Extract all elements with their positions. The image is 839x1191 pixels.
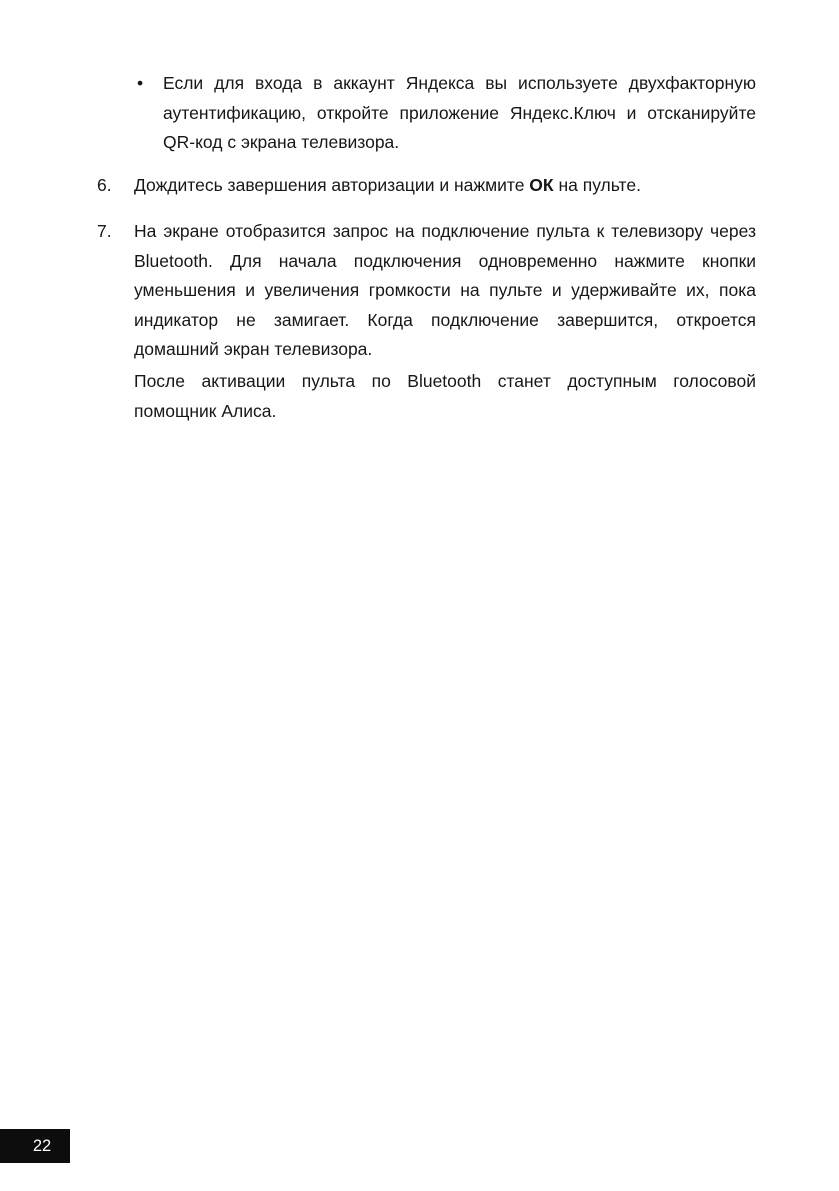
page-number: 22	[32, 1136, 52, 1155]
page-content	[97, 69, 756, 443]
item-7-paragraph-2: После активации пульта по Bluetooth станет доступным голосовой помощник Алиса.	[134, 371, 756, 421]
page-number-badge	[0, 1129, 70, 1163]
item-7-body	[134, 217, 756, 426]
bullet-item	[137, 69, 756, 158]
item-6-text-after: на пульте.	[553, 174, 641, 195]
item-6-bold-ok: ОК	[529, 174, 554, 195]
item-6-text-before: Дождитесь завершения авторизации и нажмите	[134, 174, 530, 195]
bullet-text: Если для входа в аккаунт Яндекса вы используете двухфакторную аутентификацию, откройте приложение Яндекс.Ключ и отсканируйте QR-код с экрана телевизора.	[163, 73, 756, 152]
list-item-6	[97, 171, 756, 201]
item-6-text	[134, 171, 756, 201]
bullet-marker: •	[137, 73, 144, 93]
list-item-7	[97, 217, 756, 426]
list-number-7: 7.	[97, 221, 112, 241]
item-7-paragraph-1: На экране отобразится запрос на подключение пульта к телевизору через Bluetooth. Для начала подключения одновременно нажмите кнопки уменьшения и увеличения громкости на пульте и удерживайте их, пока индикатор не замигает. Когда подключение завершится, откроется домашний экран телевизора.	[134, 221, 756, 359]
list-number-6: 6.	[97, 174, 112, 195]
